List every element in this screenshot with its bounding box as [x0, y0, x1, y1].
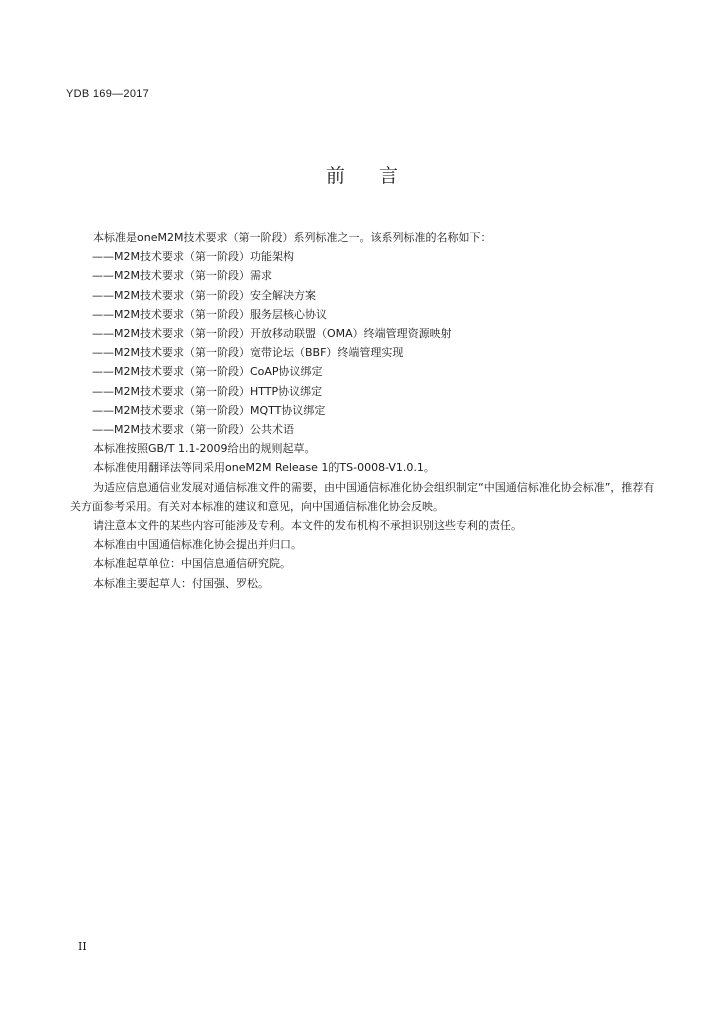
list-item: ——M2M技术要求（第一阶段）HTTP协议绑定 — [92, 384, 323, 398]
series-list — [70, 247, 660, 439]
page-title: 前言 — [325, 165, 432, 187]
document-body — [70, 228, 660, 593]
patent-notice-paragraph: 请注意本文件的某些内容可能涉及专利。本文件的发布机构不承担识别这些专利的责任。 — [93, 519, 522, 533]
list-item: ——M2M技术要求（第一阶段）宽带论坛（BBF）终端管理实现 — [92, 346, 404, 360]
drafting-unit-paragraph: 本标准起草单位：中国信息通信研究院。 — [93, 557, 291, 571]
list-item: ——M2M技术要求（第一阶段）需求 — [92, 269, 272, 283]
page-number: II — [78, 940, 87, 953]
list-item: ——M2M技术要求（第一阶段）服务层核心协议 — [92, 307, 327, 321]
list-item: ——M2M技术要求（第一阶段）MQTT协议绑定 — [92, 403, 326, 417]
list-item: ——M2M技术要求（第一阶段）公共术语 — [92, 423, 294, 437]
standard-code: YDB 169—2017 — [66, 88, 150, 100]
intro-paragraph: 本标准是oneM2M技术要求（第一阶段）系列标准之一。该系列标准的名称如下： — [93, 231, 492, 244]
recommendation-paragraph: 为适应信息通信业发展对通信标准文件的需要，由中国通信标准化协会组织制定“中国通信标准化协会标准”，推荐有关方面参考采用。有关对本标准的建议和意见，向中国通信标准化协会反映。 — [70, 480, 655, 513]
drafting-rules-paragraph: 本标准按照GB/T 1.1-2009给出的规则起草。 — [93, 442, 316, 456]
drafters-paragraph: 本标准主要起草人：付国强、罗松。 — [93, 576, 269, 590]
list-item: ——M2M技术要求（第一阶段）CoAP协议绑定 — [92, 365, 323, 379]
translation-paragraph: 本标准使用翻译法等同采用oneM2M Release 1的TS-0008-V1.0.1。 — [93, 461, 435, 475]
list-item: ——M2M技术要求（第一阶段）开放移动联盟（OMA）终端管理资源映射 — [92, 327, 452, 341]
proposed-by-paragraph: 本标准由中国通信标准化协会提出并归口。 — [93, 538, 302, 552]
list-item: ——M2M技术要求（第一阶段）功能架构 — [92, 250, 294, 264]
list-item: ——M2M技术要求（第一阶段）安全解决方案 — [92, 288, 316, 302]
